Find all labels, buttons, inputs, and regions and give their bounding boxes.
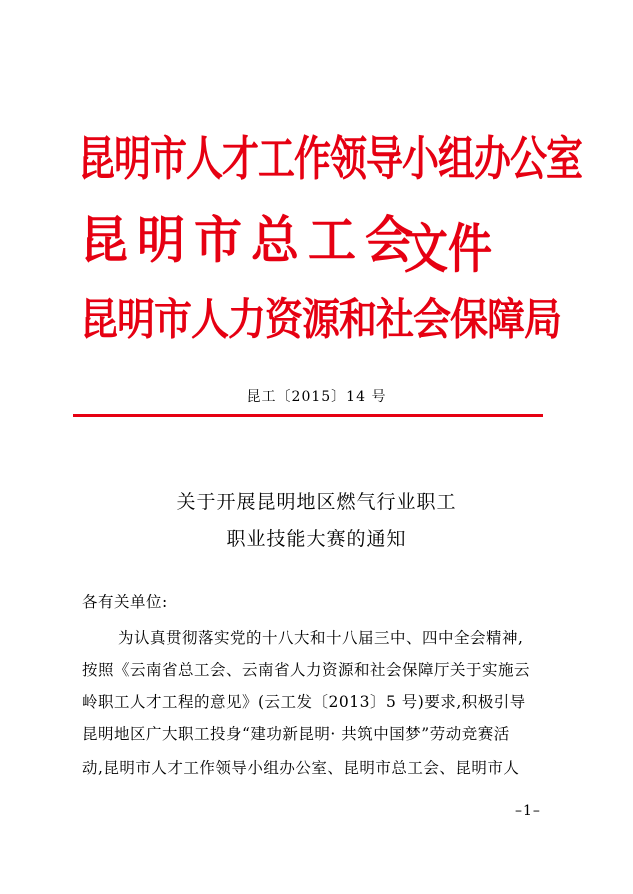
body-text-line: 岭职工人才工程的意见》(云工发〔2013〕5 号)要求,积极引导 xyxy=(82,693,526,711)
issuer-talent-office: 昆明市人才工作领导小组办公室 xyxy=(78,131,582,187)
document-title-line-1: 关于开展昆明地区燃气行业职工 xyxy=(176,491,457,513)
body-text-line: 为认真贯彻落实党的十八大和十八届三中、四中全会精神, xyxy=(118,629,524,647)
body-text-line: 动,昆明市人才工作领导小组办公室、昆明市总工会、昆明市人 xyxy=(82,759,520,777)
document-title-line-2: 职业技能大赛的通知 xyxy=(226,528,407,550)
document-type-label: 文件 xyxy=(404,219,492,281)
red-divider xyxy=(73,414,543,417)
issuer-human-resources-bureau: 昆明市人力资源和社会保障局 xyxy=(80,294,562,345)
issuer-federation-of-trade-unions: 昆明市总工会 xyxy=(80,211,423,271)
salutation: 各有关单位: xyxy=(82,593,168,611)
page-number: –1– xyxy=(515,803,541,819)
body-text-line: 按照《云南省总工会、云南省人力资源和社会保障厅关于实施云 xyxy=(82,661,531,679)
body-text-line: 昆明地区广大职工投身“建功新昆明· 共筑中国梦”劳动竞赛活 xyxy=(82,725,510,743)
document-number: 昆工〔2015〕14 号 xyxy=(246,389,387,405)
